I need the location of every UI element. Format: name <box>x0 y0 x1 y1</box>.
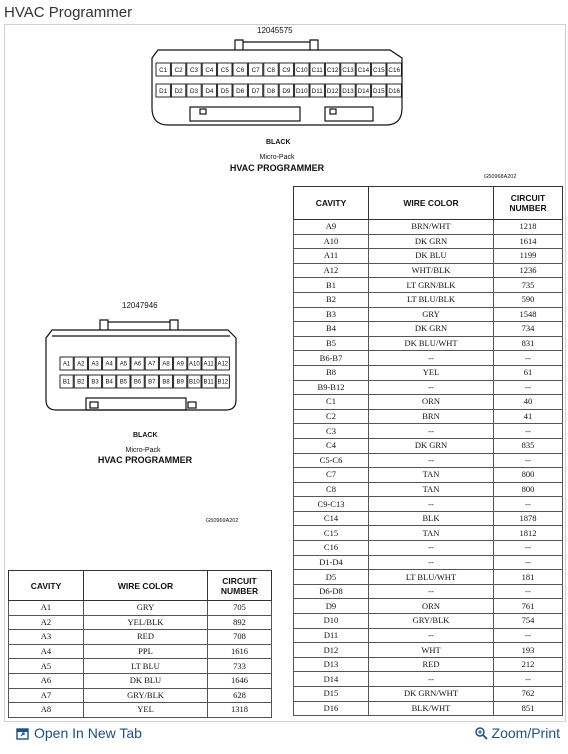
wire-color-cell: DK GRN <box>369 322 494 337</box>
cavity-label: B2 <box>77 379 85 386</box>
circuit-number-cell: 61 <box>494 365 563 380</box>
circuit-number-cell: 733 <box>208 659 272 674</box>
cavity-label: A2 <box>77 361 85 368</box>
circuit-number-cell: 1616 <box>208 644 272 659</box>
cavity-label: C13 <box>342 66 354 74</box>
circuit-number-cell: -- <box>494 497 563 512</box>
wire-color-cell: DK BLU/WHT <box>369 336 494 351</box>
cavity-cell: A12 <box>294 263 369 278</box>
cavity-label: B9 <box>176 379 184 386</box>
wire-color-cell: ORN <box>369 395 494 410</box>
wire-color-cell: BLK/WHT <box>369 701 494 716</box>
wire-color-cell: -- <box>369 555 494 570</box>
wire-color-cell: ORN <box>369 599 494 614</box>
circuit-number-cell: -- <box>494 541 563 556</box>
cavity-label: B3 <box>91 379 99 386</box>
cavity-label: D13 <box>342 87 354 95</box>
table-row <box>294 453 563 468</box>
wire-color-cell: BRN <box>369 409 494 424</box>
cavity-cell: D14 <box>294 672 369 687</box>
wire-color-cell: DK BLU <box>369 249 494 264</box>
circuit-number-cell: 193 <box>494 643 563 658</box>
circuit-number-cell: 212 <box>494 657 563 672</box>
wire-color-cell: GRY <box>369 307 494 322</box>
wire-color-cell: TAN <box>369 526 494 541</box>
table-row <box>294 307 563 322</box>
cavity-label: A1 <box>62 361 71 368</box>
cavity-cell: B2 <box>294 292 369 307</box>
table-row <box>294 541 563 556</box>
circuit-number-cell: 851 <box>494 701 563 716</box>
table-row <box>294 701 563 716</box>
cavity-cell: D1-D4 <box>294 555 369 570</box>
wire-color-cell: DK GRN <box>369 438 494 453</box>
wire-color-cell: YEL/BLK <box>84 615 208 630</box>
table-row <box>294 365 563 380</box>
page-title: HVAC Programmer <box>4 4 133 21</box>
table-row <box>294 278 563 293</box>
table-row <box>294 380 563 395</box>
cavity-cell: D6-D8 <box>294 584 369 599</box>
cavity-label: D1 <box>159 87 168 95</box>
cavity-cell: D10 <box>294 614 369 629</box>
cavity-cell: A8 <box>9 703 84 718</box>
wire-color-cell: -- <box>369 453 494 468</box>
circuit-number-cell: 1548 <box>494 307 563 322</box>
wire-color-cell: WHT <box>369 643 494 658</box>
wire-color-cell: WHT/BLK <box>369 263 494 278</box>
table-row <box>9 630 272 645</box>
cavity-cell: B3 <box>294 307 369 322</box>
cavity-cell: C9-C13 <box>294 497 369 512</box>
cavity-cell: D15 <box>294 687 369 702</box>
circuit-number-cell: 892 <box>208 615 272 630</box>
wire-color-cell: DK GRN <box>369 234 494 249</box>
table-row <box>294 438 563 453</box>
table-row <box>9 615 272 630</box>
circuit-number-cell: 181 <box>494 570 563 585</box>
connector-left-number: 12047946 <box>122 301 158 310</box>
circuit-number-cell: -- <box>494 424 563 439</box>
cavity-label: A6 <box>133 361 142 368</box>
circuit-number-cell: -- <box>494 453 563 468</box>
cavity-label: D16 <box>388 87 400 95</box>
cavity-cell: A7 <box>9 688 84 703</box>
table-row <box>294 584 563 599</box>
circuit-number-cell: 1199 <box>494 249 563 264</box>
cavity-label: C15 <box>373 66 385 74</box>
wire-color-cell: -- <box>369 351 494 366</box>
circuit-number-cell: -- <box>494 380 563 395</box>
wire-color-cell: YEL <box>369 365 494 380</box>
cavity-cell: D13 <box>294 657 369 672</box>
table-row <box>294 657 563 672</box>
cavity-label: C12 <box>326 66 339 74</box>
table-row <box>294 263 563 278</box>
footer-bar <box>0 720 568 754</box>
circuit-number-cell: -- <box>494 351 563 366</box>
cavity-label: C4 <box>205 66 214 74</box>
table-row <box>294 497 563 512</box>
connector-top-color: BLACK <box>266 139 291 146</box>
cavity-label: C11 <box>311 66 323 74</box>
circuit-number-cell: 800 <box>494 468 563 483</box>
cavity-cell: C14 <box>294 511 369 526</box>
table-row <box>294 424 563 439</box>
cavity-label: D5 <box>220 87 229 95</box>
wire-color-cell: BRN/WHT <box>369 220 494 235</box>
wire-color-cell: LT GRN/BLK <box>369 278 494 293</box>
header-wire-color: WIRE COLOR <box>369 187 494 220</box>
cavity-cell: C2 <box>294 409 369 424</box>
cavity-label: B10 <box>189 379 200 386</box>
table-row <box>294 628 563 643</box>
circuit-number-cell: 1812 <box>494 526 563 541</box>
cavity-label: D12 <box>326 87 339 95</box>
table-row <box>294 292 563 307</box>
table-row <box>9 644 272 659</box>
wire-color-cell: PPL <box>84 644 208 659</box>
circuit-number-cell: 708 <box>208 630 272 645</box>
cavity-label: B8 <box>162 379 170 386</box>
cavity-label: D7 <box>251 87 260 95</box>
cavity-cell: A4 <box>9 644 84 659</box>
circuit-number-cell: 1218 <box>494 220 563 235</box>
cavity-cell: B5 <box>294 336 369 351</box>
connector-top-name: HVAC PROGRAMMER <box>229 163 325 173</box>
cavity-label: C2 <box>174 66 183 74</box>
cavity-label: B12 <box>217 379 229 386</box>
table-row <box>294 220 563 235</box>
circuit-number-cell: 628 <box>208 688 272 703</box>
cavity-label: D6 <box>236 87 245 95</box>
circuit-number-cell: 40 <box>494 395 563 410</box>
cavity-cell: D11 <box>294 628 369 643</box>
cavity-cell: A3 <box>9 630 84 645</box>
cavity-cell: A2 <box>9 615 84 630</box>
table-row <box>294 511 563 526</box>
wiring-table-left <box>8 570 272 718</box>
header-circuit-number: CIRCUIT NUMBER <box>208 571 272 601</box>
circuit-number-cell: 734 <box>494 322 563 337</box>
cavity-cell: B1 <box>294 278 369 293</box>
cavity-cell: D12 <box>294 643 369 658</box>
wire-color-cell: -- <box>369 424 494 439</box>
cavity-cell: B6-B7 <box>294 351 369 366</box>
table-row <box>294 526 563 541</box>
table-row <box>9 659 272 674</box>
cavity-cell: B4 <box>294 322 369 337</box>
cavity-label: B1 <box>62 379 71 386</box>
table-row <box>294 234 563 249</box>
table-row <box>294 672 563 687</box>
cavity-cell: C4 <box>294 438 369 453</box>
wire-color-cell: TAN <box>369 482 494 497</box>
table-row <box>294 395 563 410</box>
wire-color-cell: -- <box>369 628 494 643</box>
cavity-label: D4 <box>205 87 214 95</box>
cavity-label: C7 <box>251 66 260 74</box>
table-row <box>9 703 272 718</box>
wire-color-cell: GRY/BLK <box>369 614 494 629</box>
connector-left-color: BLACK <box>133 432 158 439</box>
cavity-cell: A5 <box>9 659 84 674</box>
cavity-label: D11 <box>311 87 323 95</box>
table-row <box>294 555 563 570</box>
cavity-cell: A11 <box>294 249 369 264</box>
cavity-cell: B9-B12 <box>294 380 369 395</box>
cavity-label: A10 <box>189 361 200 368</box>
wire-color-cell: -- <box>369 541 494 556</box>
table-row <box>294 336 563 351</box>
circuit-number-cell: -- <box>494 628 563 643</box>
external-window-icon <box>16 727 29 740</box>
cavity-label: A8 <box>162 361 170 368</box>
cavity-cell: D9 <box>294 599 369 614</box>
wire-color-cell: LT BLU <box>84 659 208 674</box>
cavity-cell: C3 <box>294 424 369 439</box>
circuit-number-cell: 762 <box>494 687 563 702</box>
connector-top-drawing <box>140 28 425 138</box>
cavity-label: B5 <box>119 379 128 386</box>
table-row <box>294 687 563 702</box>
circuit-number-cell: -- <box>494 672 563 687</box>
wire-color-cell: RED <box>369 657 494 672</box>
cavity-cell: C8 <box>294 482 369 497</box>
circuit-number-cell: 1236 <box>494 263 563 278</box>
cavity-cell: B8 <box>294 365 369 380</box>
header-wire-color: WIRE COLOR <box>84 571 208 601</box>
circuit-number-cell: 41 <box>494 409 563 424</box>
cavity-label: A11 <box>203 361 214 368</box>
table-row <box>294 322 563 337</box>
cavity-cell: A1 <box>9 601 84 616</box>
table-row <box>294 351 563 366</box>
wire-color-cell: GRY <box>84 601 208 616</box>
circuit-number-cell: 831 <box>494 336 563 351</box>
cavity-cell: C5-C6 <box>294 453 369 468</box>
cavity-label: D8 <box>266 87 276 95</box>
cavity-label: C3 <box>189 66 199 74</box>
wire-color-cell: -- <box>369 497 494 512</box>
wire-color-cell: DK BLU <box>84 673 208 688</box>
cavity-cell: D5 <box>294 570 369 585</box>
wire-color-cell: -- <box>369 584 494 599</box>
cavity-cell: A10 <box>294 234 369 249</box>
circuit-number-cell: 1646 <box>208 673 272 688</box>
zoom-print-link[interactable] <box>475 725 560 741</box>
wire-color-cell: BLK <box>369 511 494 526</box>
cavity-cell: A9 <box>294 220 369 235</box>
header-cavity: CAVITY <box>294 187 369 220</box>
wire-color-cell: -- <box>369 380 494 395</box>
table-row <box>9 673 272 688</box>
cavity-cell: C7 <box>294 468 369 483</box>
open-in-new-tab-label: Open In New Tab <box>34 725 142 741</box>
cavity-label: D15 <box>373 87 385 95</box>
connector-top-number: 12045575 <box>257 26 293 35</box>
wire-color-cell: LT BLU/BLK <box>369 292 494 307</box>
circuit-number-cell: 735 <box>494 278 563 293</box>
table-row <box>294 599 563 614</box>
cavity-label: A5 <box>119 361 128 368</box>
table-row <box>294 249 563 264</box>
cavity-label: D3 <box>189 87 199 95</box>
cavity-label: C16 <box>388 66 400 74</box>
wire-color-cell: TAN <box>369 468 494 483</box>
cavity-label: B7 <box>148 379 156 386</box>
cavity-label: C14 <box>357 66 370 74</box>
connector-top-code: G50968A202 <box>484 174 517 180</box>
table-row <box>294 614 563 629</box>
wire-color-cell: -- <box>369 672 494 687</box>
circuit-number-cell: -- <box>494 555 563 570</box>
circuit-number-cell: 1318 <box>208 703 272 718</box>
cavity-label: B4 <box>105 379 113 386</box>
cavity-label: B11 <box>203 379 214 386</box>
wire-color-cell: GRY/BLK <box>84 688 208 703</box>
cavity-label: C10 <box>296 66 308 74</box>
table-row <box>9 688 272 703</box>
circuit-number-cell: 800 <box>494 482 563 497</box>
wire-color-cell: YEL <box>84 703 208 718</box>
magnifier-icon <box>475 727 488 740</box>
cavity-cell: C16 <box>294 541 369 556</box>
cavity-label: D2 <box>174 87 183 95</box>
connector-left-name: HVAC PROGRAMMER <box>97 455 193 465</box>
circuit-number-cell: 754 <box>494 614 563 629</box>
cavity-label: C6 <box>236 66 245 74</box>
circuit-number-cell: 1878 <box>494 511 563 526</box>
table-row <box>9 601 272 616</box>
cavity-label: D10 <box>296 87 308 95</box>
table-row <box>294 643 563 658</box>
connector-left-code: G50969A202 <box>206 518 239 524</box>
circuit-number-cell: 705 <box>208 601 272 616</box>
cavity-label: A4 <box>105 361 113 368</box>
zoom-print-label: Zoom/Print <box>491 725 560 741</box>
circuit-number-cell: -- <box>494 584 563 599</box>
cavity-label: D14 <box>357 87 370 95</box>
open-in-new-tab-link[interactable] <box>16 725 142 741</box>
connector-top-micro: Micro-Pack <box>259 154 295 161</box>
circuit-number-cell: 761 <box>494 599 563 614</box>
cavity-label: A12 <box>217 361 229 368</box>
cavity-label: C5 <box>220 66 229 74</box>
cavity-label: A3 <box>91 361 99 368</box>
connector-left-micro: Micro-Pack <box>125 447 161 454</box>
cavity-label: D9 <box>282 87 291 95</box>
cavity-cell: C1 <box>294 395 369 410</box>
header-circuit-number: CIRCUIT NUMBER <box>494 187 563 220</box>
cavity-label: B6 <box>133 379 142 386</box>
cavity-label: A9 <box>176 361 184 368</box>
cavity-label: C8 <box>266 66 276 74</box>
cavity-label: C9 <box>282 66 291 74</box>
circuit-number-cell: 1614 <box>494 234 563 249</box>
wire-color-cell: DK GRN/WHT <box>369 687 494 702</box>
connector-left-drawing <box>38 312 243 422</box>
header-cavity: CAVITY <box>9 571 84 601</box>
circuit-number-cell: 590 <box>494 292 563 307</box>
cavity-cell: C15 <box>294 526 369 541</box>
wire-color-cell: RED <box>84 630 208 645</box>
table-row <box>294 570 563 585</box>
table-row <box>294 409 563 424</box>
table-row <box>294 468 563 483</box>
wire-color-cell: LT BLU/WHT <box>369 570 494 585</box>
cavity-cell: D16 <box>294 701 369 716</box>
wiring-table-right <box>293 186 563 716</box>
cavity-label: C1 <box>159 66 168 74</box>
table-row <box>294 482 563 497</box>
circuit-number-cell: 835 <box>494 438 563 453</box>
cavity-label: A7 <box>148 361 156 368</box>
cavity-cell: A6 <box>9 673 84 688</box>
